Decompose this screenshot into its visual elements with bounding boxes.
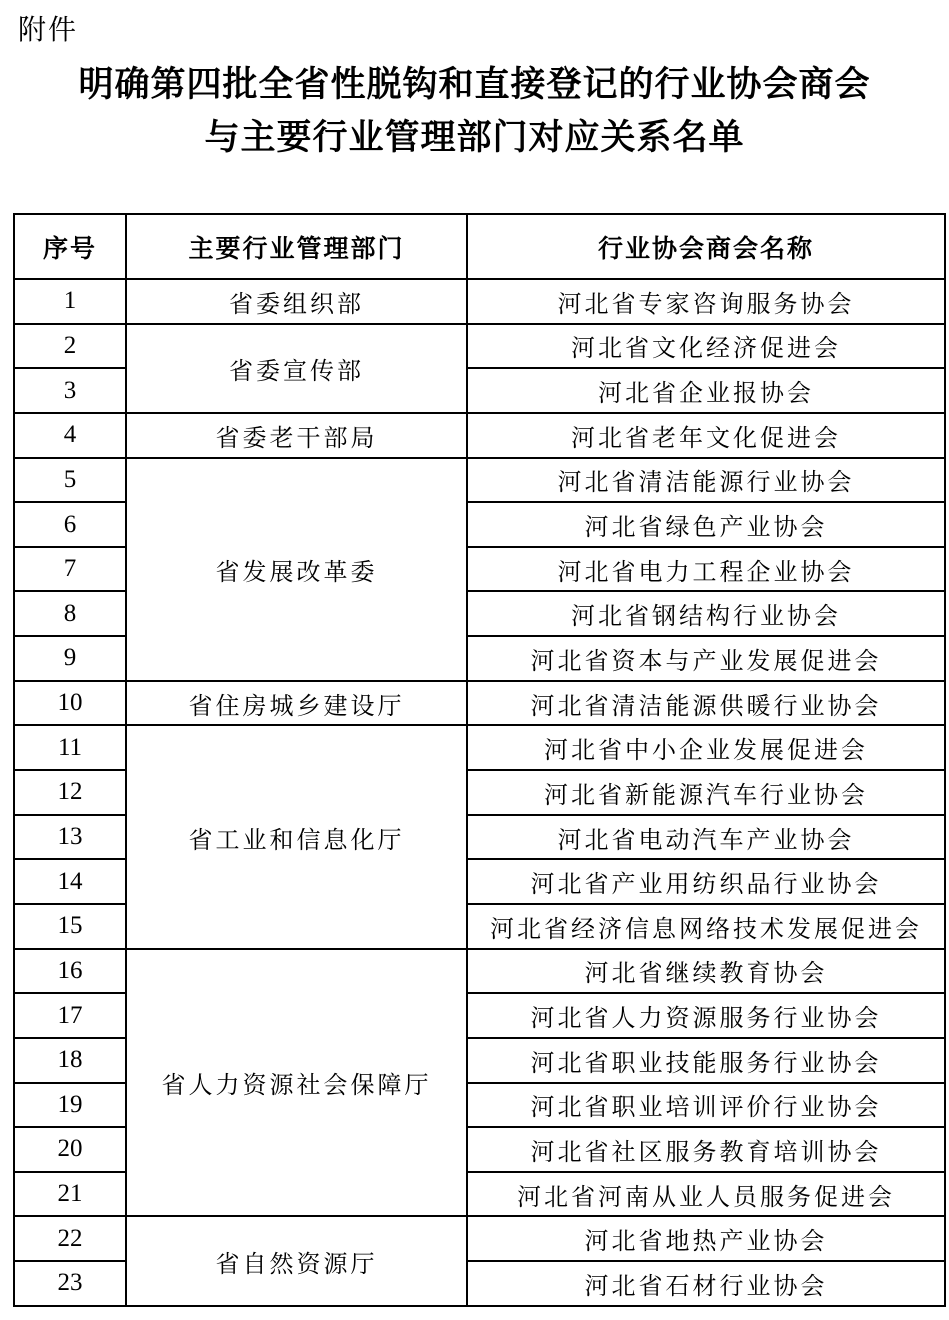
association-cell: 河北省电动汽车产业协会	[467, 815, 945, 860]
association-cell: 河北省中小企业发展促进会	[467, 725, 945, 770]
association-cell: 河北省文化经济促进会	[467, 324, 945, 369]
association-cell: 河北省河南从业人员服务促进会	[467, 1172, 945, 1217]
association-cell: 河北省继续教育协会	[467, 949, 945, 994]
correspondence-table	[13, 213, 946, 1307]
serial-cell: 19	[14, 1083, 126, 1128]
association-cell: 河北省专家咨询服务协会	[467, 279, 945, 324]
attachment-label: 附件	[18, 15, 79, 46]
header-cell-serial: 序号	[14, 214, 126, 279]
department-cell: 省工业和信息化厅	[126, 725, 467, 948]
department-cell: 省发展改革委	[126, 458, 467, 681]
table-header	[14, 214, 945, 279]
header-cell-association: 行业协会商会名称	[467, 214, 945, 279]
department-cell: 省人力资源社会保障厅	[126, 949, 467, 1217]
serial-cell: 3	[14, 368, 126, 413]
association-cell: 河北省清洁能源行业协会	[467, 458, 945, 503]
department-cell: 省住房城乡建设厅	[126, 681, 467, 726]
table-row	[14, 725, 945, 770]
association-cell: 河北省绿色产业协会	[467, 502, 945, 547]
association-cell: 河北省资本与产业发展促进会	[467, 636, 945, 681]
title-line-2: 与主要行业管理部门对应关系名单	[204, 118, 745, 157]
serial-cell: 8	[14, 591, 126, 636]
department-cell: 省委宣传部	[126, 324, 467, 413]
association-cell: 河北省产业用纺织品行业协会	[467, 859, 945, 904]
association-cell: 河北省人力资源服务行业协会	[467, 993, 945, 1038]
serial-cell: 23	[14, 1261, 126, 1306]
department-cell: 省自然资源厅	[126, 1216, 467, 1305]
association-cell: 河北省老年文化促进会	[467, 413, 945, 458]
association-cell: 河北省钢结构行业协会	[467, 591, 945, 636]
serial-cell: 17	[14, 993, 126, 1038]
serial-cell: 22	[14, 1216, 126, 1261]
serial-cell: 12	[14, 770, 126, 815]
association-cell: 河北省职业培训评价行业协会	[467, 1083, 945, 1128]
serial-cell: 20	[14, 1127, 126, 1172]
table-row	[14, 413, 945, 458]
serial-cell: 10	[14, 681, 126, 726]
association-cell: 河北省清洁能源供暖行业协会	[467, 681, 945, 726]
table-row	[14, 279, 945, 324]
serial-cell: 7	[14, 547, 126, 592]
serial-cell: 9	[14, 636, 126, 681]
department-cell: 省委组织部	[126, 279, 467, 324]
association-cell: 河北省职业技能服务行业协会	[467, 1038, 945, 1083]
association-cell: 河北省石材行业协会	[467, 1261, 945, 1306]
serial-cell: 14	[14, 859, 126, 904]
serial-cell: 13	[14, 815, 126, 860]
serial-cell: 21	[14, 1172, 126, 1217]
document-title	[0, 58, 949, 164]
serial-cell: 2	[14, 324, 126, 369]
serial-cell: 6	[14, 502, 126, 547]
association-cell: 河北省社区服务教育培训协会	[467, 1127, 945, 1172]
table-row	[14, 324, 945, 369]
table-body	[14, 279, 945, 1306]
association-cell: 河北省企业报协会	[467, 368, 945, 413]
table-row	[14, 681, 945, 726]
serial-cell: 11	[14, 725, 126, 770]
association-cell: 河北省经济信息网络技术发展促进会	[467, 904, 945, 949]
table-row	[14, 1216, 945, 1261]
association-cell: 河北省新能源汽车行业协会	[467, 770, 945, 815]
serial-cell: 1	[14, 279, 126, 324]
table-row	[14, 949, 945, 994]
serial-cell: 18	[14, 1038, 126, 1083]
serial-cell: 16	[14, 949, 126, 994]
table-row	[14, 458, 945, 503]
header-cell-department: 主要行业管理部门	[126, 214, 467, 279]
department-cell: 省委老干部局	[126, 413, 467, 458]
serial-cell: 4	[14, 413, 126, 458]
title-line-1: 明确第四批全省性脱钩和直接登记的行业协会商会	[78, 65, 871, 104]
serial-cell: 15	[14, 904, 126, 949]
header-row	[14, 214, 945, 279]
association-cell: 河北省地热产业协会	[467, 1216, 945, 1261]
serial-cell: 5	[14, 458, 126, 503]
association-cell: 河北省电力工程企业协会	[467, 547, 945, 592]
